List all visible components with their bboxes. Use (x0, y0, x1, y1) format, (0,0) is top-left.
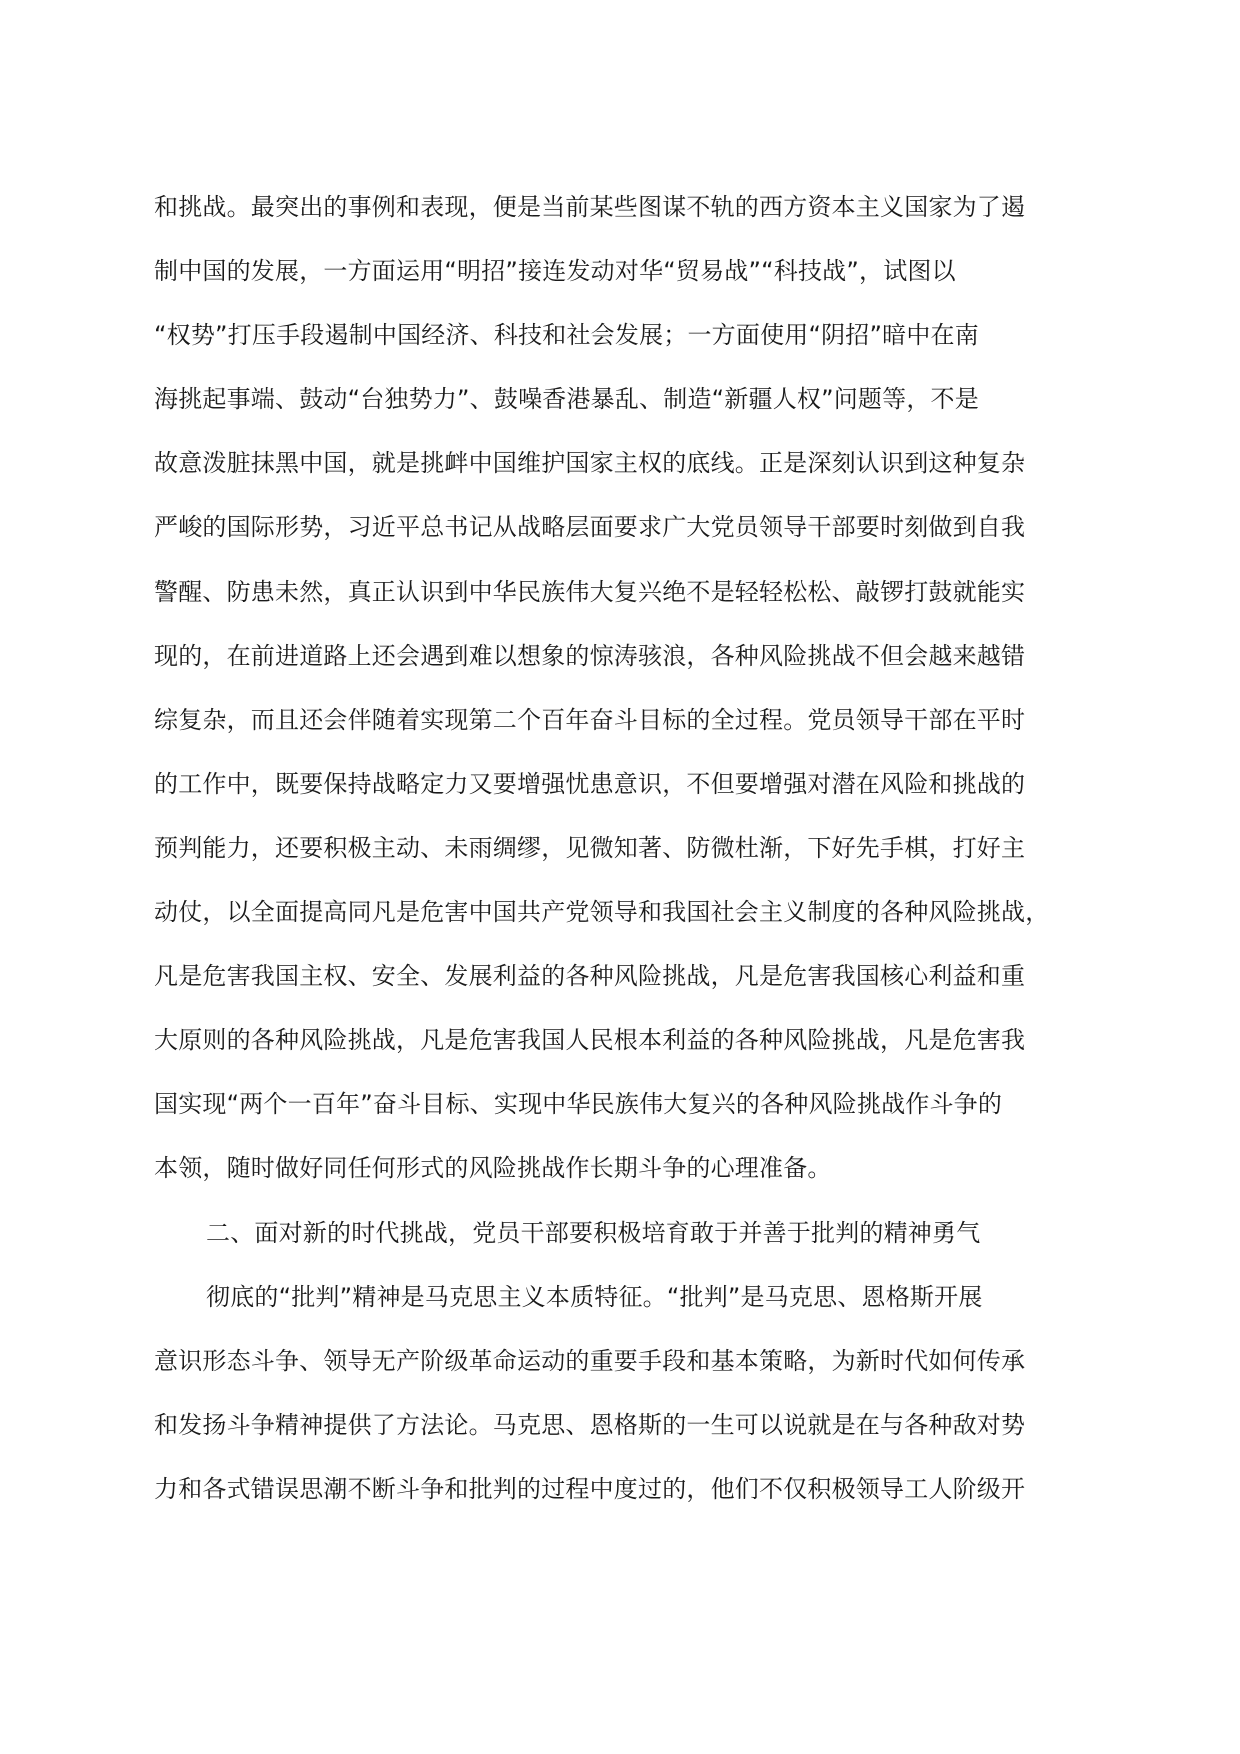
paragraph-line: 动仗，以全面提高同凡是危害中国共产党领导和我国社会主义制度的各种风险挑战， (154, 898, 1050, 927)
paragraph-line: 国实现“两个一百年”奋斗目标、实现中华民族伟大复兴的各种风险挑战作斗争的 (154, 1090, 1003, 1119)
paragraph-line: 大原则的各种风险挑战，凡是危害我国人民根本利益的各种风险挑战，凡是危害我 (154, 1026, 1026, 1055)
paragraph-line: 彻底的“批判”精神是马克思主义本质特征。“批判”是马克思、恩格斯开展 (206, 1282, 983, 1311)
paragraph-line: 和发扬斗争精神提供了方法论。马克思、恩格斯的一生可以说就是在与各种敌对势 (154, 1410, 1026, 1439)
paragraph-line: 制中国的发展，一方面运用“明招”接连发动对华“贸易战”“科技战”，试图以 (154, 257, 956, 286)
paragraph-line: 警醒、防患未然，真正认识到中华民族伟大复兴绝不是轻轻松松、敲锣打鼓就能实 (154, 577, 1026, 606)
body-text (154, 190, 1074, 1536)
paragraph-line: 意识形态斗争、领导无产阶级革命运动的重要手段和基本策略，为新时代如何传承 (154, 1346, 1026, 1375)
paragraph-line: 预判能力，还要积极主动、未雨绸缪，见微知著、防微杜渐，下好先手棋，打好主 (154, 833, 1026, 862)
paragraph-line: 力和各式错误思潮不断斗争和批判的过程中度过的，他们不仅积极领导工人阶级开 (154, 1474, 1026, 1503)
paragraph-line: 本领，随时做好同任何形式的风险挑战作长期斗争的心理准备。 (154, 1154, 832, 1183)
paragraph-line: 的工作中，既要保持战略定力又要增强忧患意识，不但要增强对潜在风险和挑战的 (154, 769, 1026, 798)
paragraph-line: 综复杂，而且还会伴随着实现第二个百年奋斗目标的全过程。党员领导干部在平时 (154, 705, 1026, 734)
section-heading: 二、面对新的时代挑战，党员干部要积极培育敢于并善于批判的精神勇气 (206, 1218, 981, 1247)
paragraph-line: 现的，在前进道路上还会遇到难以想象的惊涛骇浪，各种风险挑战不但会越来越错 (154, 641, 1026, 670)
paragraph-line: 严峻的国际形势，习近平总书记从战略层面要求广大党员领导干部要时刻做到自我 (154, 513, 1026, 542)
paragraph-line: 故意泼脏抹黑中国，就是挑衅中国维护国家主权的底线。正是深刻认识到这种复杂 (154, 449, 1026, 478)
paragraph-line: 凡是危害我国主权、安全、发展利益的各种风险挑战，凡是危害我国核心利益和重 (154, 962, 1026, 991)
paragraph-line: 海挑起事端、鼓动“台独势力”、鼓噪香港暴乱、制造“新疆人权”问题等，不是 (154, 385, 979, 414)
paragraph-line: 和挑战。最突出的事例和表现，便是当前某些图谋不轨的西方资本主义国家为了遏 (154, 193, 1026, 221)
paragraph-line: “权势”打压手段遏制中国经济、科技和社会发展；一方面使用“阴招”暗中在南 (154, 321, 979, 350)
